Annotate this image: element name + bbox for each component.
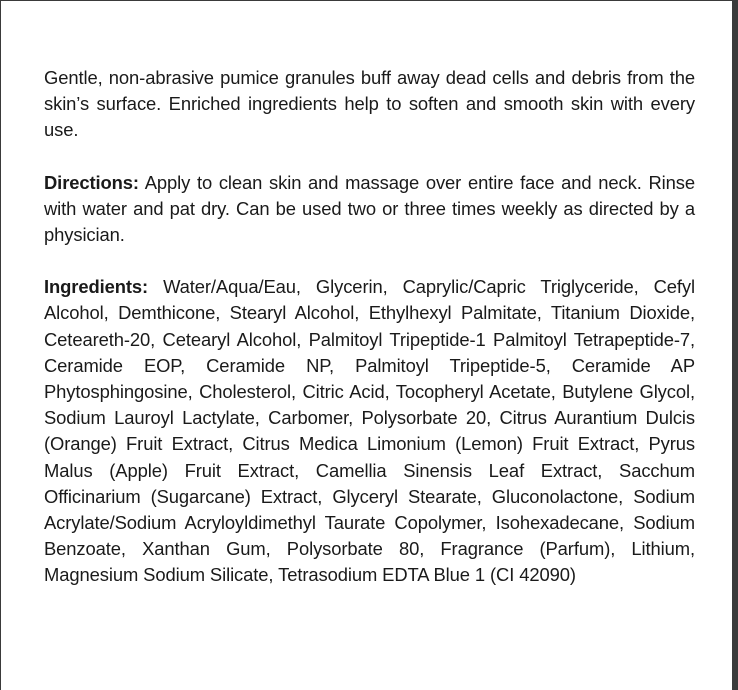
directions-paragraph (44, 170, 695, 249)
description-text: Gentle, non-abrasive pumice granules buff away dead cells and debris from the skin’s surface. Enriched ingredients help to soften and smooth skin with every use. (44, 67, 695, 141)
ingredients-label: Ingredients: (44, 276, 149, 298)
ingredients-paragraph (44, 274, 695, 588)
directions-label: Directions: (44, 171, 139, 193)
description-paragraph (44, 65, 695, 144)
product-copy (44, 65, 695, 589)
ingredients-text: Water/Aqua/Eau, Glycerin, Caprylic/Capric Triglyceride, Cefyl Alcohol, Demthicone, Stearyl Alcohol, Ethylhexyl Palmitate, Titanium Dioxide, Ceteareth-20, Cetearyl Alcohol, Palmitoyl Tripeptide-1 Palmitoyl Tetrapeptide-7, Ceramide EOP, Ceramide NP, Palmitoyl Tripeptide-5, Ceramide AP Phytosphingosine, Cholesterol, Citric Acid, Tocopheryl Acetate, Butylene Glycol, Sodium Lauroyl Lactylate, Carbomer, Polysorbate 20, Citrus Aurantium Dulcis (Orange) Fruit Extract, Citrus Medica Limonium (Lemon) Fruit Extract, Pyrus Malus (Apple) Fruit Extract, Camellia Sinensis Leaf Extract, Sacchum Officinarium (Sugarcane) Extract, Glyceryl Stearate, Gluconolactone, Sodium Acrylate/Sodium Acryloyldimethyl Taurate Copolymer, Isohexadecane, Sodium Benzoate, Xanthan Gum, Polysorbate 80, Fragrance (Parfum), Lithium, Magnesium Sodium Silicate, Tetrasodium EDTA Blue 1 (CI 42090) (44, 276, 695, 586)
directions-text: Apply to clean skin and massage over entire face and neck. Rinse with water and pat dry. Can be used two or three times weekly as directed by a physician. (44, 171, 696, 246)
